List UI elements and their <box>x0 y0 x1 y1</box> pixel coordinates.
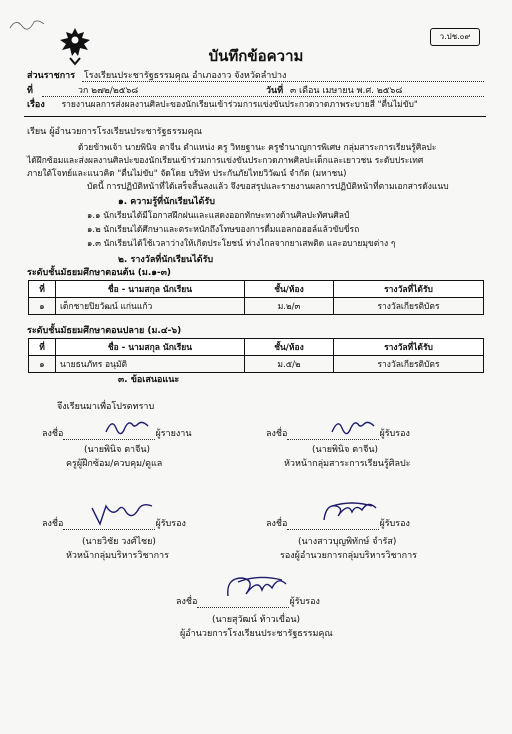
knowledge-item-2: ๑.๒ นักเรียนได้ศึกษาและตระหนักถึงโทษของการดื่มแอลกอฮอล์แล้วขับขี่รถ <box>87 225 360 235</box>
subject-label: เรื่อง <box>27 100 45 110</box>
agency-value: โรงเรียนประชารัฐธรรมคุณ อำเภองาว จังหวัดลำปาง <box>83 71 287 81</box>
signature-role-suffix: ผู้รายงาน <box>155 429 192 439</box>
cell-award: รางวัลเกียรติบัตร <box>334 298 484 315</box>
paragraph-1-line-2: ได้ฝึกซ้อมและส่งผลงานศิลปะของนักเรียนเข้าร่วมการแข่งขันประกวดภาพศิลปะเด็กและเยาวชน ระดับประเทศ <box>27 156 424 166</box>
closing-line: จึงเรียนมาเพื่อโปรดทราบ <box>57 402 155 412</box>
signature-role-suffix: ผู้รับรอง <box>379 429 410 439</box>
signer-name-4: (นางสาวบุญพิทักษ์ จำรัส) <box>298 537 397 547</box>
signer-role-1: ครูผู้ฝึกซ้อม/ควบคุม/ดูแล <box>66 459 163 469</box>
sign-prefix: ลงชื่อ <box>42 519 64 529</box>
signature-role-suffix: ผู้รับรอง <box>289 597 320 607</box>
date-label: วันที่ <box>266 86 284 96</box>
handwritten-signature-3 <box>88 500 158 528</box>
column-header-no: ที่ <box>29 281 56 298</box>
signer-role-4: รองผู้อำนวยการกลุ่มบริหารวิชาการ <box>280 551 417 561</box>
agency-label: ส่วนราชการ <box>27 71 76 81</box>
cell-award: รางวัลเกียรติบัตร <box>334 356 484 373</box>
form-code: ว.ปช.๐๙ <box>430 28 480 46</box>
corner-mark <box>8 14 48 36</box>
page-title: บันทึกข้อความ <box>208 47 304 65</box>
signer-role-3: หัวหน้ากลุ่มบริหารวิชาการ <box>66 551 169 561</box>
signer-name-1: (นายพินิจ ตาจีน) <box>84 445 151 455</box>
doc-number-value: วก ๒๗๒/๒๕๖๘ <box>77 86 139 96</box>
awards-table-upper-secondary <box>28 338 484 373</box>
knowledge-item-1: ๑.๑ นักเรียนได้มีโอกาสฝึกฝนและแสดงออกทักษะทางด้านศิลปะทัศนศิลป์ <box>87 211 350 221</box>
cell-no: ๑ <box>29 356 56 373</box>
section-1-heading: ๑. ความรู้ที่นักเรียนได้รับ <box>118 197 215 207</box>
date-value: ๓ เดือน เมษายน พ.ศ. ๒๕๖๘ <box>290 86 403 96</box>
table-2-caption: ระดับชั้นมัธยมศึกษาตอนปลาย (ม.๔-๖) <box>27 326 182 336</box>
column-header-award: รางวัลที่ได้รับ <box>334 281 484 298</box>
signer-role-5: ผู้อำนวยการโรงเรียนประชารัฐธรรมคุณ <box>180 629 333 639</box>
cell-name: เด็กชายปิยวัฒน์ แก่นแก้ว <box>56 298 245 315</box>
column-header-class: ชั้น/ห้อง <box>245 339 334 356</box>
header-divider <box>24 116 486 117</box>
number-dotline <box>42 96 484 97</box>
subject-value: รายงานผลการส่งผลงานศิลปะของนักเรียนเข้าร่วมการแข่งขันประกวดวาดภาพระบายสี "ตื่นไม่ขับ" <box>61 100 418 110</box>
salutation: เรียน ผู้อำนวยการโรงเรียนประชารัฐธรรมคุณ <box>27 127 202 137</box>
subject-row <box>27 99 418 111</box>
section-2-heading: ๒. รางวัลที่นักเรียนได้รับ <box>118 255 214 265</box>
cell-class: ม.๒/๓ <box>245 298 334 315</box>
sign-prefix: ลงชื่อ <box>266 519 288 529</box>
handwritten-signature-5 <box>220 572 294 606</box>
signer-name-5: (นายสุวัฒน์ ท้าวเขื่อน) <box>212 615 301 625</box>
agency-dotline <box>82 81 484 82</box>
signature-role-suffix: ผู้รับรอง <box>379 519 410 529</box>
handwritten-signature-2 <box>326 416 386 438</box>
table-1-caption: ระดับชั้นมัธยมศึกษาตอนต้น (ม.๑-๓) <box>27 268 171 278</box>
paragraph-2: บัดนี้ การปฏิบัติหน้าที่ได้เสร็จสิ้นลงแล้ว จึงขอสรุปและรายงานผลการปฏิบัติหน้าที่ตามเอกสารดังแนบ <box>87 182 449 192</box>
table-row <box>29 356 484 373</box>
sign-prefix: ลงชื่อ <box>176 597 198 607</box>
section-3-heading: ๓. ข้อเสนอแนะ <box>118 375 180 385</box>
signer-name-2: (นายพินิจ ตาจีน) <box>312 445 379 455</box>
sign-prefix: ลงชื่อ <box>42 429 64 439</box>
awards-table-lower-secondary <box>28 280 484 315</box>
doc-number-label: ที่ <box>27 86 33 96</box>
signature-role-suffix: ผู้รับรอง <box>155 519 186 529</box>
cell-class: ม.๕/๒ <box>245 356 334 373</box>
column-header-class: ชั้น/ห้อง <box>245 281 334 298</box>
table-row <box>29 298 484 315</box>
handwritten-signature-4 <box>318 498 388 528</box>
column-header-no: ที่ <box>29 339 56 356</box>
signer-role-2: หัวหน้ากลุ่มสาระการเรียนรู้ศิลปะ <box>284 459 411 469</box>
column-header-award: รางวัลที่ได้รับ <box>334 339 484 356</box>
paragraph-1-line-3: ภายใต้โจทย์และแนวคิด "ตื่นไม่ขับ" จัดโดย บริษัท ประกันภัยไทยวิวัฒน์ จำกัด (มหาชน) <box>27 169 347 179</box>
sign-prefix: ลงชื่อ <box>266 429 288 439</box>
signer-name-3: (นายวิชัย วงศ์ไชย) <box>82 537 156 547</box>
cell-no: ๑ <box>29 298 56 315</box>
paragraph-1-line-1: ด้วยข้าพเจ้า นายพินิจ ตาจีน ตำแหน่ง ครู วิทยฐานะ ครูชำนาญการพิเศษ กลุ่มสาระการเรียนรู้ศิลปะ <box>78 143 437 153</box>
cell-name: นายธนภัทร อนุมัติ <box>56 356 245 373</box>
column-header-name: ชื่อ - นามสกุล นักเรียน <box>56 281 245 298</box>
handwritten-signature-1 <box>100 416 160 438</box>
knowledge-item-3: ๑.๓ นักเรียนได้ใช้เวลาว่างให้เกิดประโยชน์ ห่างไกลจากยาเสพติด และอบายมุขต่าง ๆ <box>87 239 396 249</box>
column-header-name: ชื่อ - นามสกุล นักเรียน <box>56 339 245 356</box>
